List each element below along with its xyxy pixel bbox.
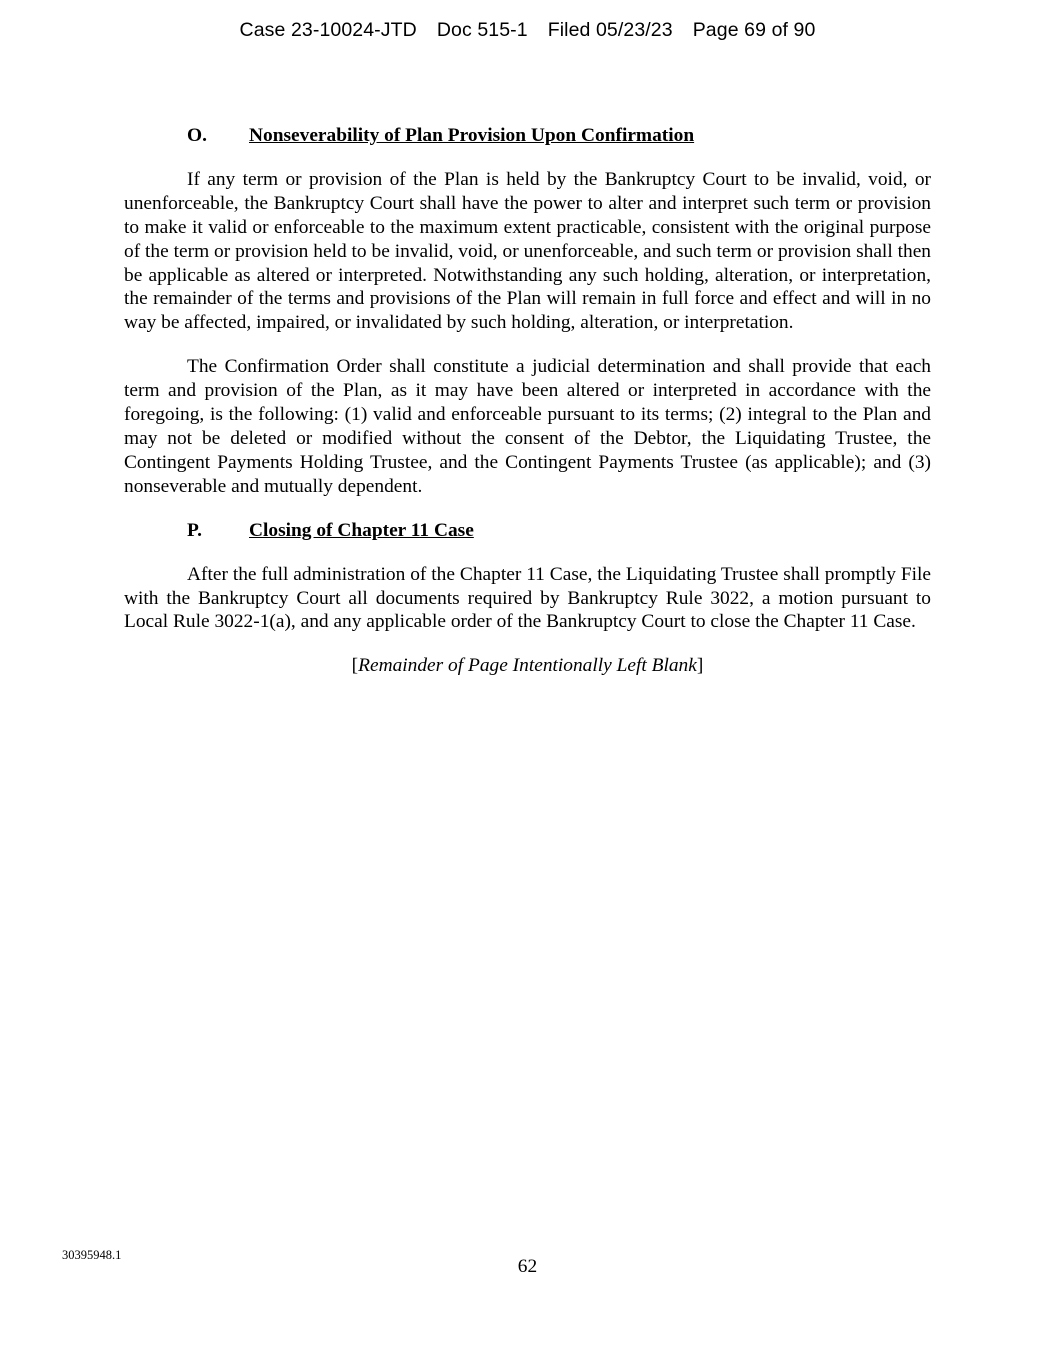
close-bracket: ] — [696, 655, 704, 677]
section-o-title: Nonseverability of Plan Provision Upon Confirmation — [249, 125, 695, 146]
section-p-heading — [124, 519, 931, 543]
case-number: Case 23-10024-JTD — [239, 19, 417, 41]
filing-header — [0, 19, 1055, 42]
section-o-paragraph-1: If any term or provision of the Plan is held by the Bankruptcy Court to be invalid, void, or unenforceable, the Bankruptcy Court shall have the power to alter and interpret such term or provision to make it valid or enforceable to the maximum extent practicable, consistent with the original purpose of the term or provision held to be invalid, void, or unenforceable, and such term or provision shall then be applicable as altered or interpreted. Notwithstanding any such holding, alteration, or interpretation, the remainder of the terms and provisions of the Plan will remain in full force and effect and will in no way be affected, impaired, or invalidated by such holding, alteration, or interpretation. — [124, 168, 931, 334]
document-id: 30395948.1 — [62, 1248, 122, 1262]
section-o-heading — [124, 124, 931, 148]
open-bracket: [ — [351, 655, 359, 677]
document-body — [124, 124, 931, 678]
remainder-blank-text: Remainder of Page Intentionally Left Blank — [358, 655, 697, 677]
section-o-number: O. — [187, 125, 207, 146]
section-o-paragraph-2: The Confirmation Order shall constitute a judicial determination and shall provide that each term and provision of the Plan, as it may have been altered or interpreted in accordance with the foregoing, is the following: (1) valid and enforceable pursuant to its terms; (2) integral to the Plan and may not be deleted or modified without the consent of the Debtor, the Liquidating Trustee, the Contingent Payments Holding Trustee, and the Contingent Payments Trustee (as applicable); and (3) nonseverable and mutually dependent. — [124, 356, 931, 497]
section-p-title: Closing of Chapter 11 Case — [249, 519, 474, 541]
page-of-total: Page 69 of 90 — [692, 19, 816, 41]
page-number: 62 — [517, 1256, 538, 1277]
filed-date: Filed 05/23/23 — [547, 19, 673, 41]
doc-number: Doc 515-1 — [436, 19, 528, 41]
section-p-paragraph-1: After the full administration of the Chapter 11 Case, the Liquidating Trustee shall promptly File with the Bankruptcy Court all documents required by Bankruptcy Rule 3022, a motion pursuant to Local Rule 3022-1(a), and any applicable order of the Bankruptcy Court to close the Chapter 11 Case. — [124, 563, 931, 633]
remainder-blank-note — [124, 654, 931, 678]
section-p-number: P. — [187, 519, 202, 541]
